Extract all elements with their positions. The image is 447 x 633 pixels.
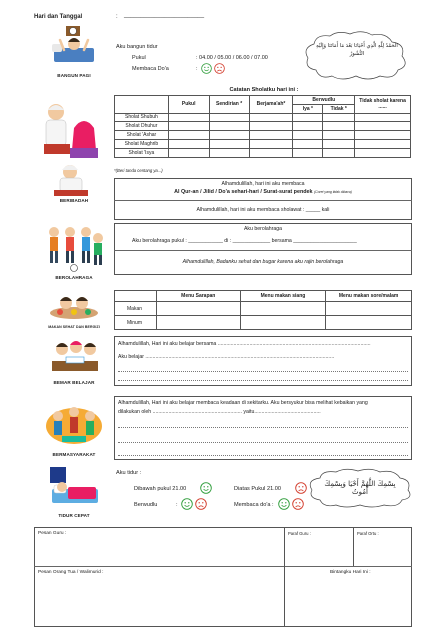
sholat-cell[interactable]	[355, 148, 411, 157]
dua-cloud	[302, 30, 412, 82]
sholat-cell[interactable]	[249, 131, 293, 140]
sholat-cell[interactable]	[209, 113, 249, 122]
footer-box	[34, 527, 412, 627]
belajar-line2[interactable]: Aku belajar ...................................................................................................................................	[118, 354, 335, 360]
tidur-title: Aku tidur :	[116, 470, 142, 476]
footer-divider-v3	[284, 566, 285, 627]
table-row	[115, 131, 411, 140]
tidur-doa-colon: :	[272, 502, 274, 508]
sholat-col-pukul: Pukul	[168, 96, 209, 114]
sholat-row-label: Sholat Shubuh	[115, 113, 169, 122]
belajar-dotline[interactable]	[118, 380, 408, 381]
happy-face-icon[interactable]	[200, 482, 212, 496]
bangun-doa-label: Membaca Do'a	[132, 66, 169, 72]
sport-illustration	[44, 224, 104, 272]
sholat-cell[interactable]	[323, 131, 355, 140]
masyarakat-dotline[interactable]	[118, 455, 408, 456]
tidur-berwudlu: Berwudlu	[134, 502, 158, 508]
paraf-guru-field[interactable]: Paraf Guru :	[288, 531, 311, 536]
sholat-cell[interactable]	[168, 122, 209, 131]
bangun-doa-colon: :	[196, 66, 198, 72]
footer-divider-h	[34, 566, 412, 567]
sholat-table-title: Catatan Sholatku hari ini :	[229, 87, 299, 93]
caption-beribadah: BERIBADAH	[59, 198, 89, 203]
masyarakat-line1: Alhamdulillah, Hari ini aku belajar membaca keadaan di sekitarku. Aku bersyukur bisa melihat kebaikan yang	[118, 400, 368, 406]
olahraga-divider	[114, 250, 412, 251]
sholat-cell[interactable]	[355, 131, 411, 140]
sad-face-icon[interactable]	[214, 63, 225, 76]
makan-cell[interactable]	[326, 302, 412, 316]
masyarakat-dotline[interactable]	[118, 442, 408, 443]
sad-face-icon[interactable]	[292, 498, 304, 512]
sholat-row-label: Sholat Maghrib	[115, 139, 169, 148]
sholat-cell[interactable]	[249, 148, 293, 157]
wake-up-illustration	[50, 26, 98, 66]
bangun-title: Aku bangun tidur	[116, 44, 158, 50]
sholat-col-tidak-sholat: Tidak sholat karena ......	[355, 96, 411, 114]
sholat-cell[interactable]	[293, 139, 323, 148]
sholat-cell[interactable]	[168, 139, 209, 148]
sholat-col-tidak: Tidak *	[323, 104, 355, 113]
study-illustration	[50, 337, 100, 375]
date-field[interactable]: ________________________	[124, 12, 205, 18]
sholat-cell[interactable]	[168, 113, 209, 122]
sholat-col-iya: Iya *	[293, 104, 323, 113]
table-row	[115, 122, 411, 131]
membaca-line2	[114, 189, 412, 195]
sholat-cell[interactable]	[209, 131, 249, 140]
sholat-cell[interactable]	[209, 148, 249, 157]
makan-col-siang: Menu makan siang	[240, 291, 326, 302]
footer-divider-v2	[353, 527, 354, 566]
sholat-cell[interactable]	[168, 131, 209, 140]
table-row	[115, 316, 412, 330]
sholat-cell[interactable]	[293, 131, 323, 140]
sholat-cell[interactable]	[293, 148, 323, 157]
caption-makan: MAKAN SEHAT DAN BERGIZI	[48, 325, 100, 329]
membaca-divider	[114, 200, 412, 201]
dua-wake-text: الحَمْدُ لِلَّهِ الَّذِي أَحْيَانَا بَعْدَ مَا أَمَاتَنَا وَإِلَيْهِ النُّشُورُ	[316, 43, 398, 57]
makan-cell[interactable]	[156, 302, 240, 316]
caption-belajar: BEMAR BELAJAR	[53, 380, 95, 385]
sholat-cell[interactable]	[323, 122, 355, 131]
makan-col-malam: Menu makan sore/malam	[326, 291, 412, 302]
olahraga-title: Aku berolahraga	[243, 226, 283, 232]
table-row	[115, 148, 411, 157]
makan-table	[114, 290, 412, 330]
sholat-col-berwudlu: Berwudlu	[293, 96, 355, 105]
olahraga-line[interactable]: Aku berolahraga pukul : ____________ di : _____________ bersama ______________________	[132, 238, 357, 244]
sholat-col-sendirian: Sendirian *	[209, 96, 249, 114]
happy-face-icon[interactable]	[278, 498, 290, 512]
caption-bermasyarakat: BERMASYARAKAT	[52, 452, 96, 457]
tidur-doa: Membaca do'a	[234, 502, 271, 508]
sholat-row-label: Sholat 'Isya	[115, 148, 169, 157]
worship-illustration	[40, 100, 102, 200]
bangun-pukul-label: Pukul	[132, 55, 146, 61]
tidur-diatas: Diatas Pukul 21.00	[234, 486, 281, 492]
membaca-note: (Coret yang tidak dibaca)	[314, 190, 352, 194]
makan-row-label: Makan	[115, 302, 157, 316]
community-illustration	[44, 396, 104, 446]
happy-face-icon[interactable]	[181, 498, 193, 512]
sholawat-line[interactable]: Alhamdulillah, hari ini aku membaca sholawat : _____ kali	[196, 207, 330, 213]
makan-row-label: Minum	[115, 316, 157, 330]
table-row	[115, 302, 412, 316]
happy-face-icon[interactable]	[201, 63, 212, 76]
sholat-cell[interactable]	[249, 122, 293, 131]
sholat-cell[interactable]	[323, 139, 355, 148]
bintang-field[interactable]: Bintangku Hari Ini :	[330, 570, 371, 575]
pesan-ortu-field[interactable]: Pesan Orang Tua / Walimurid :	[38, 570, 104, 575]
sholat-col-name	[115, 96, 169, 114]
sholat-cell[interactable]	[323, 113, 355, 122]
sholat-cell[interactable]	[209, 139, 249, 148]
footer-divider-v1	[284, 527, 285, 566]
belajar-dotline[interactable]	[118, 371, 408, 372]
makan-cell[interactable]	[326, 316, 412, 330]
sleep-dua-cloud	[306, 468, 414, 508]
belajar-line1[interactable]: Alhamdulillah, Hari ini aku belajar bersama ..........................................................................................................	[118, 341, 371, 347]
sholat-note: *(Beri tanda centang ya...)	[114, 168, 163, 173]
sleep-illustration	[48, 465, 100, 507]
date-label: Hari dan Tanggal	[34, 14, 83, 20]
sholat-cell[interactable]	[355, 113, 411, 122]
sholat-cell[interactable]	[323, 148, 355, 157]
sholat-cell[interactable]	[355, 122, 411, 131]
sholat-table	[114, 95, 411, 158]
caption-tidur: TIDUR CEPAT	[58, 513, 90, 518]
food-illustration	[48, 293, 100, 321]
table-row	[115, 139, 411, 148]
sholat-cell[interactable]	[249, 139, 293, 148]
sholat-cell[interactable]	[209, 122, 249, 131]
pesan-guru-field[interactable]: Pesan Guru :	[38, 531, 67, 536]
sholat-row-label: Sholat 'Ashar	[115, 131, 169, 140]
date-colon: :	[116, 14, 118, 20]
makan-cell[interactable]	[240, 316, 326, 330]
tidur-berwudlu-colon: :	[176, 502, 178, 508]
sholat-cell[interactable]	[293, 113, 323, 122]
bangun-pukul-options[interactable]: : 04.00 / 05.00 / 06.00 / 07.00	[196, 55, 268, 61]
sholat-cell[interactable]	[168, 148, 209, 157]
sholat-cell[interactable]	[249, 113, 293, 122]
makan-cell[interactable]	[240, 302, 326, 316]
sholat-row-label: Sholat Dhuhur	[115, 122, 169, 131]
membaca-options[interactable]: Al Qur-an / Jilid / Do'a sehari-hari / Surat-surat pendek	[174, 189, 313, 195]
makan-cell[interactable]	[156, 316, 240, 330]
sad-face-icon[interactable]	[195, 498, 207, 512]
masyarakat-line2[interactable]: dilakukan oleh .............................................................. yaitu..............................................	[118, 409, 321, 415]
paraf-ortu-field[interactable]: Paraf Ortu :	[357, 531, 379, 536]
table-row	[115, 113, 411, 122]
sholat-cell[interactable]	[293, 122, 323, 131]
masyarakat-dotline[interactable]	[118, 427, 408, 428]
tidur-dibawah: Dibawah pukul 21.00	[134, 486, 187, 492]
dua-sleep-text: بِسْمِكَ اللَّهُمَّ أَحْيَا وَبِسْمِكَ أَمُوتُ	[324, 480, 396, 496]
makan-col-sarapan: Menu Sarapan	[156, 291, 240, 302]
sholat-cell[interactable]	[355, 139, 411, 148]
caption-berolahraga: BEROLAHRAGA	[55, 275, 93, 280]
olahraga-closing: Alhamdulillah, Badanku sehat dan bugar karena aku rajin berolahraga	[182, 259, 344, 265]
sholat-col-berjamaah: Berjama'ah*	[249, 96, 293, 114]
caption-bangun-pagi: BANGUN PAGI	[57, 73, 91, 78]
makan-col-blank	[115, 291, 157, 302]
membaca-line1: Alhamdulillah, hari ini aku membaca	[221, 181, 305, 187]
